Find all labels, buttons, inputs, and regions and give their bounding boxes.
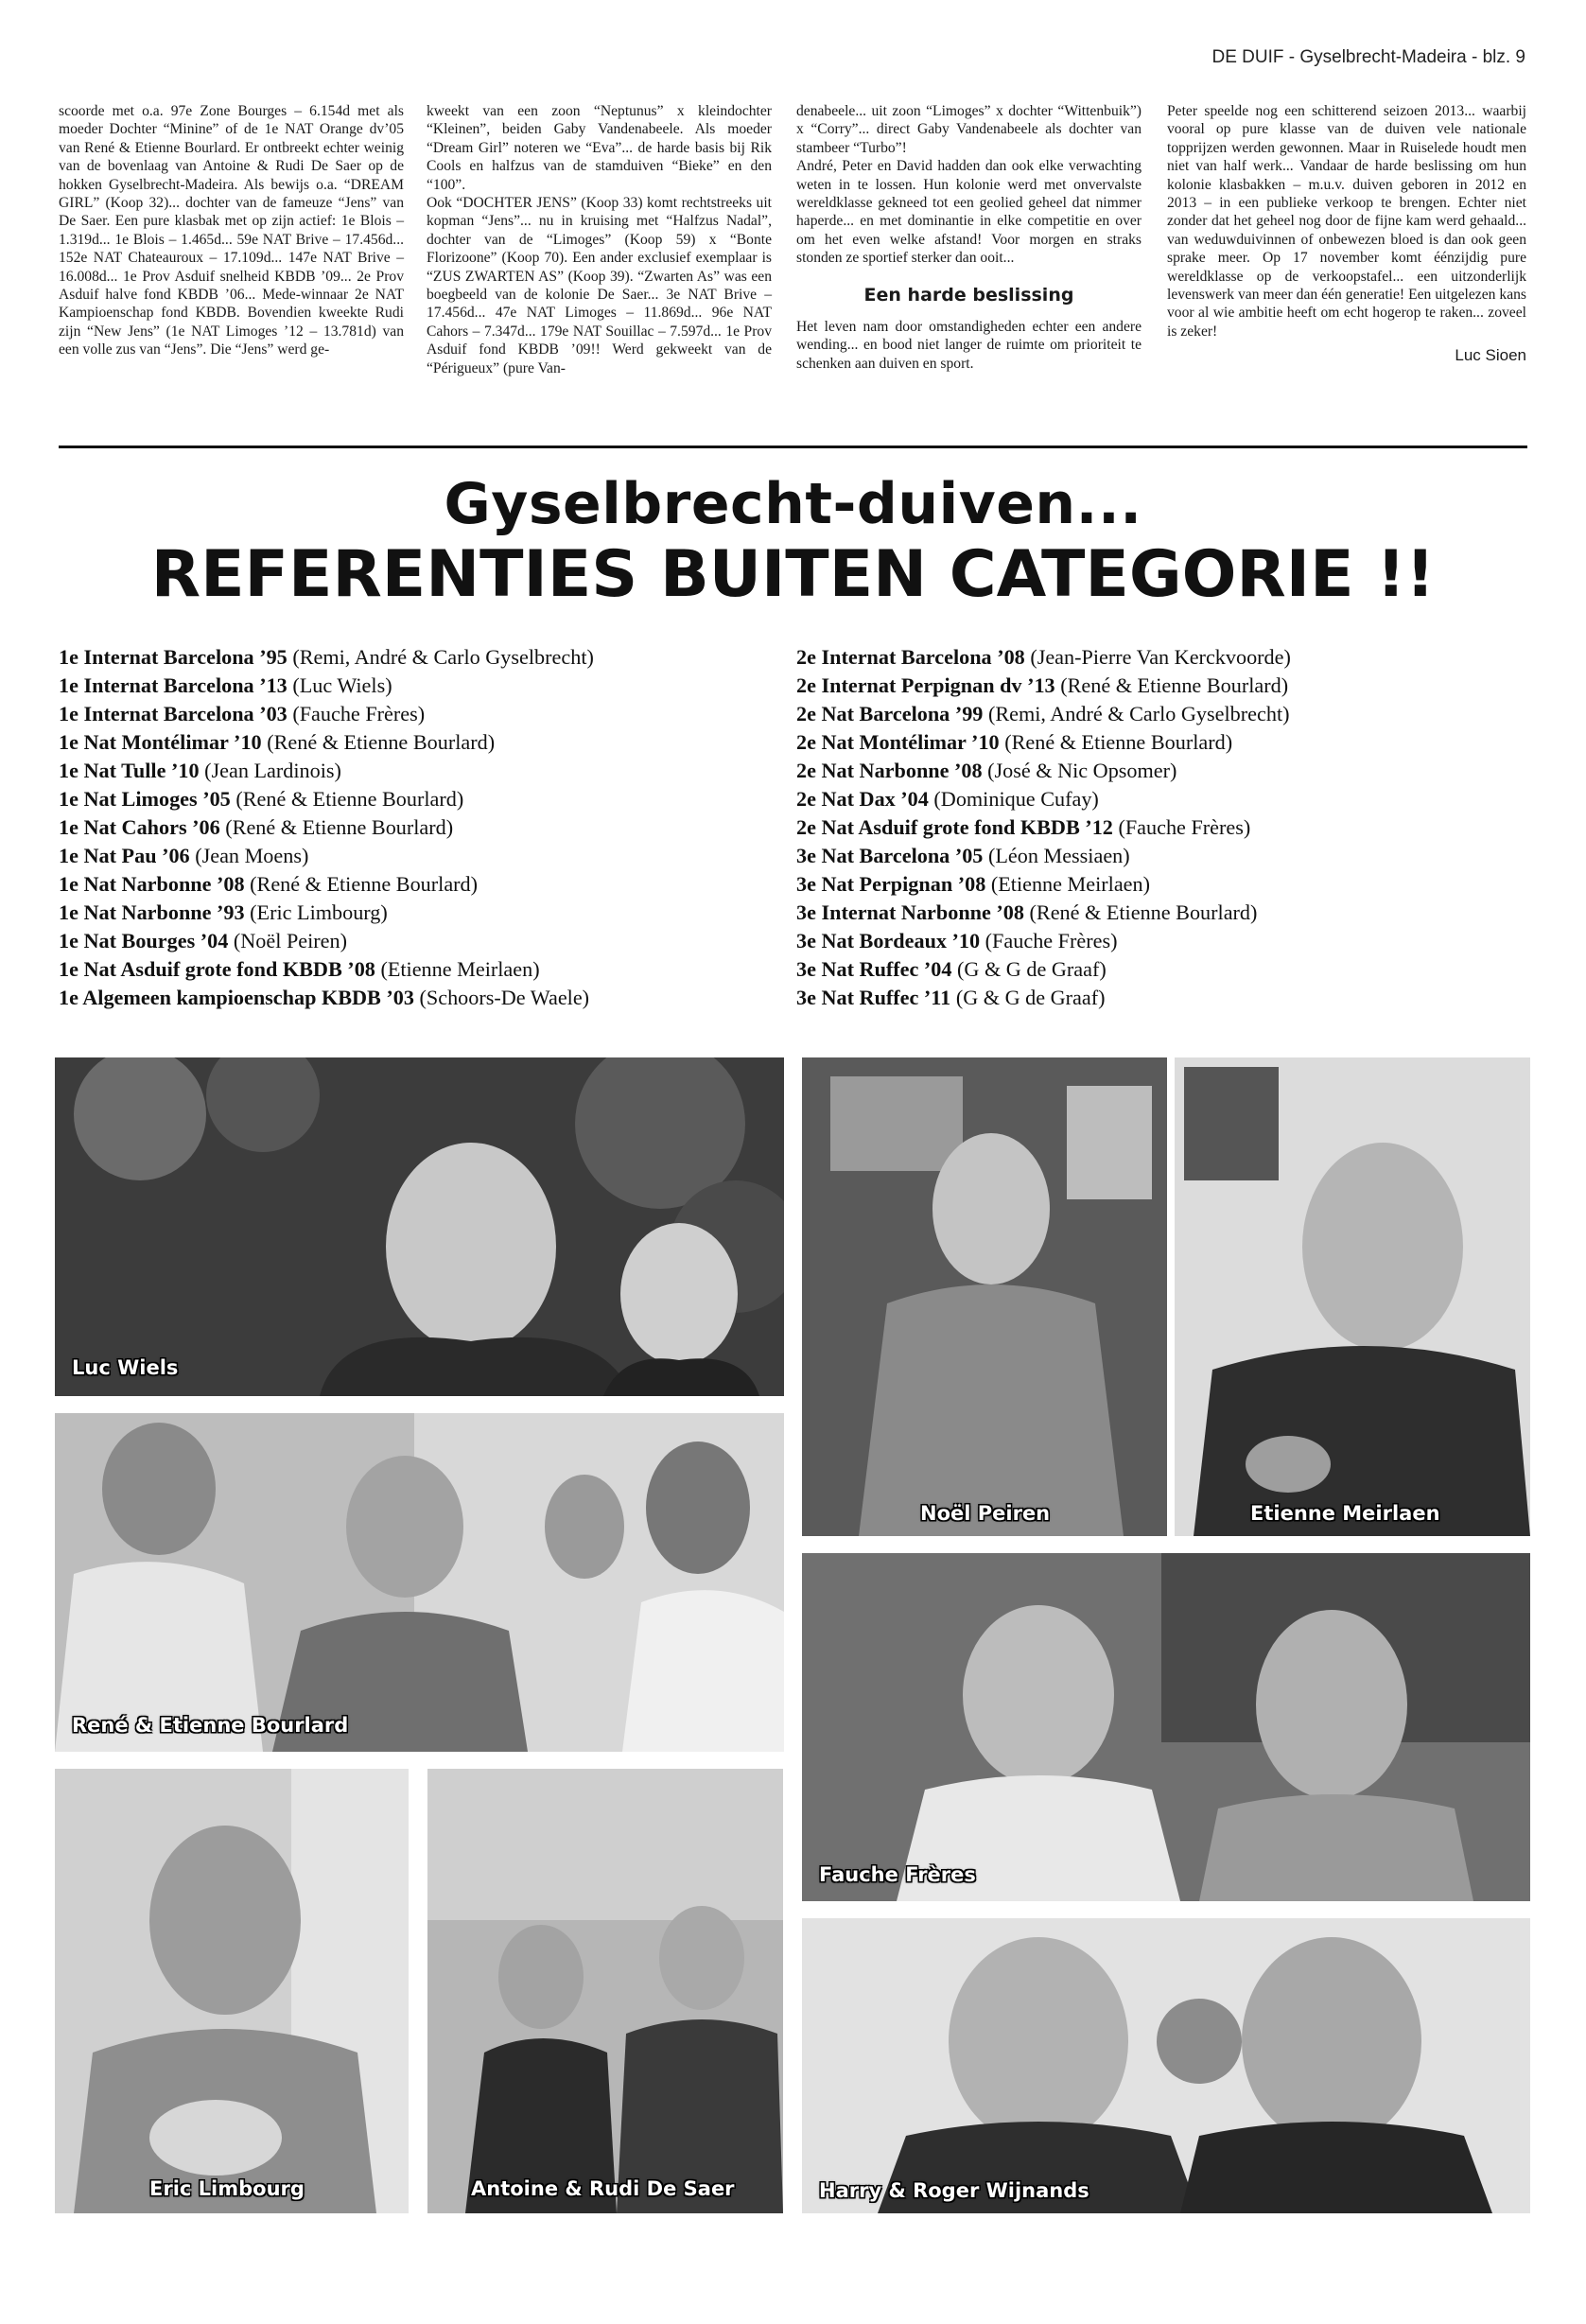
reference-fancier: (Fauche Frères) [292, 702, 426, 725]
reference-item [796, 757, 1534, 785]
photo-luc-wiels [55, 1057, 784, 1396]
reference-fancier: (G & G de Graaf) [957, 957, 1107, 981]
reference-fancier: (Léon Messiaen) [987, 844, 1130, 867]
reference-title: 3e Nat Ruffec ’11 [796, 986, 951, 1009]
photo-noel-peiren [802, 1057, 1167, 1536]
photo-fauche-freres [802, 1553, 1530, 1901]
reference-item [796, 927, 1534, 955]
paragraph: Peter speelde nog een schitterend seizoen 2013... waarbij vooral op pure klasse van de duiven vele nationale topprijzen werden gewonnen. Maar in Ruiselede houdt men niet van half werk... Vandaar de harde beslissing om hun kolonie klasbakken – m.u.v. duiven geboren in 2012 en 2013 – in een publieke verkoop te brengen. Echter niet zonder dat het geheel nog door de fijne kam werd gehaald... van weduwduivinnen of onbewezen bloed is dan ook geen sprake meer. Op 17 november komt éénzijdig pure wereldklasse op de verkoopstafel... een uitzonderlijk levenswerk van meer dan één generatie! Een uitgelezen kans voor al wie ambitie heeft om echt hogerop te raken... zoveel is zeker! [1167, 103, 1526, 340]
reference-title: 2e Nat Montélimar ’10 [796, 730, 1000, 754]
reference-item [59, 728, 796, 757]
reference-fancier: (Fauche Frères) [1118, 815, 1251, 839]
reference-title: 1e Nat Pau ’06 [59, 844, 190, 867]
reference-title: 1e Nat Narbonne ’93 [59, 900, 245, 924]
reference-fancier: (Jean Lardinois) [204, 759, 341, 782]
headline-line-2: REFERENTIES BUITEN CATEGORIE !! [150, 537, 1436, 612]
photo-caption: Harry & Roger Wijnands [819, 2179, 1089, 2202]
photo-caption: René & Etienne Bourlard [72, 1714, 349, 1737]
paragraph: Ook “DOCHTER JENS” (Koop 33) komt rechtstreeks uit kopman “Jens”... nu in kruising met “Halfzus Nadal”, dochter van de “Limoges” (Koop 59) x “Bonte Florizoone” (Koop 70). Een ander exclusief exemplaar is “ZUS ZWARTEN AS” (Koop 39). “Zwarten As” was een boegbeeld van de kolonie De Saer... 3e NAT Brive – 17.456d... 47e NAT Limoges – 11.869d... 96e NAT Cahors – 7.347d... 179e NAT Souillac – 7.597d... 1e Prov Asduif fond KBDB ’09!! Werd gekweekt van de “Périgueux” (pure Van- [427, 195, 772, 376]
references-list-right [796, 643, 1534, 1012]
reference-item [796, 672, 1534, 700]
reference-item [59, 813, 796, 842]
reference-title: 1e Internat Barcelona ’13 [59, 673, 288, 697]
reference-item [59, 757, 796, 785]
reference-fancier: (Dominique Cufay) [933, 787, 1099, 811]
reference-title: 3e Nat Barcelona ’05 [796, 844, 984, 867]
reference-title: 3e Internat Narbonne ’08 [796, 900, 1024, 924]
article-body [59, 102, 1526, 424]
photo-caption: Luc Wiels [72, 1356, 179, 1379]
reference-fancier: (René & Etienne Bourlard) [1004, 730, 1233, 754]
reference-item [796, 984, 1534, 1012]
reference-fancier: (René & Etienne Bourlard) [1029, 900, 1258, 924]
photo-caption: Antoine & Rudi De Saer [471, 2177, 735, 2200]
reference-item [796, 899, 1534, 927]
reference-title: 1e Nat Bourges ’04 [59, 929, 229, 952]
reference-title: 3e Nat Perpignan ’08 [796, 872, 986, 896]
photo-wijnands [802, 1918, 1530, 2213]
reference-title: 2e Internat Perpignan dv ’13 [796, 673, 1055, 697]
photo-caption: Noël Peiren [920, 1502, 1051, 1525]
reference-fancier: (José & Nic Opsomer) [987, 759, 1177, 782]
photo-bourlard [55, 1413, 784, 1752]
photo-eric-limbourg [55, 1769, 409, 2213]
reference-item [796, 955, 1534, 984]
reference-title: 3e Nat Ruffec ’04 [796, 957, 952, 981]
reference-fancier: (Jean Moens) [195, 844, 309, 867]
reference-title: 1e Nat Cahors ’06 [59, 815, 220, 839]
reference-item [59, 672, 796, 700]
photo-etienne-meirlaen [1175, 1057, 1530, 1536]
reference-title: 1e Nat Limoges ’05 [59, 787, 231, 811]
reference-title: 1e Internat Barcelona ’03 [59, 702, 288, 725]
references-list-left [59, 643, 796, 1012]
article-column-1 [59, 102, 404, 359]
article-column-2 [427, 102, 772, 377]
reference-fancier: (Jean-Pierre Van Kerckvoorde) [1030, 645, 1291, 669]
paragraph: André, Peter en David hadden dan ook elke verwachting weten in te lossen. Hun kolonie werd met onvervalste wereldklasse gekneed tot een geolied geheel dat nimmer haperde... en met dominantie in elke competitie en over om het even welke afstand! Voor morgen en straks stonden ze sportief sterker dan ooit... [796, 158, 1142, 267]
reference-item [59, 899, 796, 927]
reference-item [59, 984, 796, 1012]
reference-title: 2e Nat Dax ’04 [796, 787, 929, 811]
paragraph: Het leven nam door omstandigheden echter een andere wending... en bood niet langer de ruimte om prioriteit te schenken aan duiven en sport. [796, 319, 1142, 372]
article-column-3 [796, 102, 1142, 373]
reference-item [59, 870, 796, 899]
paragraph: kweekt van een zoon “Neptunus” x kleindochter “Kleinen”, beiden Gaby Vandenabeele. Als moeder “Dream Girl” noteren we “Eva”... de harde basis bij Rik Cools en halfzus van de stamduiven “Bieke” en den “100”. [427, 103, 772, 193]
reference-fancier: (Luc Wiels) [292, 673, 392, 697]
reference-title: 2e Nat Asduif grote fond KBDB ’12 [796, 815, 1113, 839]
reference-title: 2e Nat Barcelona ’99 [796, 702, 984, 725]
photo-caption: Fauche Frères [819, 1863, 976, 1886]
reference-fancier: (René & Etienne Bourlard) [1060, 673, 1289, 697]
author-byline: Luc Sioen [1455, 346, 1526, 365]
reference-item [59, 927, 796, 955]
reference-title: 2e Internat Barcelona ’08 [796, 645, 1025, 669]
reference-title: 1e Nat Asduif grote fond KBDB ’08 [59, 957, 375, 981]
reference-item [796, 813, 1534, 842]
reference-fancier: (Noël Peiren) [233, 929, 348, 952]
reference-title: 1e Nat Tulle ’10 [59, 759, 200, 782]
reference-item [59, 955, 796, 984]
article-column-4 [1167, 102, 1526, 365]
divider-rule [59, 446, 1527, 448]
reference-item [59, 842, 796, 870]
reference-item [59, 643, 796, 672]
reference-title: 1e Nat Narbonne ’08 [59, 872, 245, 896]
reference-fancier: (Fauche Frères) [985, 929, 1118, 952]
reference-fancier: (Remi, André & Carlo Gyselbrecht) [987, 702, 1290, 725]
reference-item [59, 785, 796, 813]
headline-line-1: Gyselbrecht-duiven... [444, 471, 1142, 537]
reference-item [796, 643, 1534, 672]
reference-item [796, 870, 1534, 899]
reference-item [796, 728, 1534, 757]
reference-fancier: (René & Etienne Bourlard) [267, 730, 496, 754]
reference-fancier: (Remi, André & Carlo Gyselbrecht) [292, 645, 594, 669]
reference-fancier: (Etienne Meirlaen) [990, 872, 1151, 896]
reference-item [59, 700, 796, 728]
running-header: DE DUIF - Gyselbrecht-Madeira - blz. 9 [1211, 47, 1525, 67]
reference-item [796, 842, 1534, 870]
reference-item [796, 785, 1534, 813]
reference-fancier: (René & Etienne Bourlard) [235, 787, 464, 811]
paragraph: scoorde met o.a. 97e Zone Bourges – 6.154d met als moeder Dochter “Minine” of de 1e NAT Orange dv’05 van René & Etienne Bourlard. Er ontbreekt echter weinig van de bovenlaag van Antoine & Rudi De Saer op de hokken Gyselbrecht-Madeira. Als bewijs o.a. “DREAM GIRL” (Koop 32)... dochter van de fameuze “Jens” van De Saer. Een pure klasbak met op zijn actief: 1e Blois – 1.319d... 1e Blois – 1.465d... 59e NAT Brive – 17.456d... 152e NAT Chateauroux – 17.109d... 147e NAT Brive – 16.008d... 1e Prov Asduif snelheid KBDB ’09... 2e Prov Asduif halve fond KBDB ’06... Mede-winnaar 2e NAT Kampioenschap fond KBDB. Bovendien kweekte Rudi zijn “New Jens” (1e NAT Limoges ’12 – 13.781d) van een volle zus van “Jens”. Die “Jens” werd ge- [59, 103, 404, 358]
photo-de-saer [427, 1769, 783, 2213]
reference-item [796, 700, 1534, 728]
photo-caption: Eric Limbourg [149, 2177, 305, 2200]
reference-title: 1e Nat Montélimar ’10 [59, 730, 262, 754]
reference-title: 1e Internat Barcelona ’95 [59, 645, 288, 669]
photo-caption: Etienne Meirlaen [1250, 1502, 1440, 1525]
reference-fancier: (René & Etienne Bourlard) [225, 815, 454, 839]
reference-title: 2e Nat Narbonne ’08 [796, 759, 983, 782]
reference-fancier: (Schoors-De Waele) [419, 986, 590, 1009]
reference-fancier: (Etienne Meirlaen) [380, 957, 540, 981]
reference-fancier: (G & G de Graaf) [955, 986, 1106, 1009]
reference-title: 3e Nat Bordeaux ’10 [796, 929, 981, 952]
subheading: Een harde beslissing [863, 284, 1074, 306]
reference-fancier: (Eric Limbourg) [250, 900, 388, 924]
reference-title: 1e Algemeen kampioenschap KBDB ’03 [59, 986, 414, 1009]
reference-fancier: (René & Etienne Bourlard) [250, 872, 479, 896]
paragraph: denabeele... uit zoon “Limoges” x dochter “Wittenbuik”) x “Corry”... direct Gaby Vandenabeele als dochter van stambeer “Turbo”! [796, 103, 1142, 156]
